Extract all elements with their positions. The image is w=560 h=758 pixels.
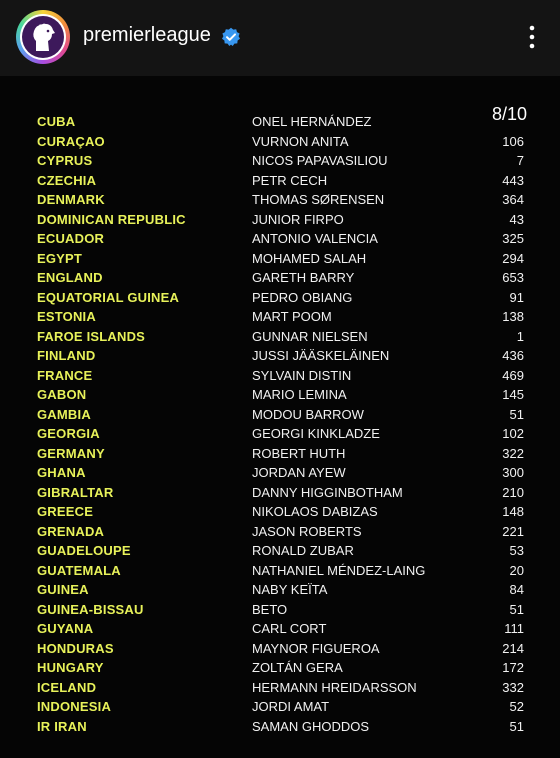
list-item: [0, 502, 560, 521]
player-name: ANTONIO VALENCIA: [252, 231, 378, 246]
appearance-count: 221: [502, 523, 524, 539]
player-name: ZOLTÁN GERA: [252, 660, 343, 675]
player-name: GEORGI KINKLADZE: [252, 426, 380, 441]
list-item: [0, 444, 560, 463]
list-item: [0, 268, 560, 287]
appearance-count: 332: [502, 679, 524, 695]
player-name: JUSSI JÄÄSKELÄINEN: [252, 348, 390, 363]
country-name: DOMINICAN REPUBLIC: [37, 211, 186, 227]
avatar[interactable]: [16, 10, 70, 64]
country-name: FRANCE: [37, 367, 93, 383]
appearance-count: 20: [509, 562, 524, 578]
country-name: DENMARK: [37, 192, 105, 207]
account-name[interactable]: premierleague: [83, 24, 211, 46]
appearance-count: 469: [502, 367, 524, 383]
list-item: [0, 249, 560, 268]
list-item: [0, 580, 560, 599]
list-item: [0, 210, 560, 229]
more-vertical-icon[interactable]: [526, 24, 538, 50]
appearance-count: 148: [502, 504, 524, 519]
player-name: ONEL HERNÁNDEZ: [252, 114, 372, 129]
appearance-count: 51: [509, 718, 524, 734]
list-item: [0, 639, 560, 658]
country-name: CYPRUS: [37, 153, 93, 168]
verified-badge-icon: [221, 27, 241, 47]
list-item: [0, 522, 560, 541]
player-name: CARL CORT: [252, 621, 327, 636]
list-item: [0, 424, 560, 443]
appearance-count: 52: [509, 699, 524, 714]
country-name: INDONESIA: [37, 699, 112, 714]
country-name: GHANA: [37, 465, 86, 480]
country-name: GUINEA: [37, 582, 89, 597]
list-item: [0, 561, 560, 580]
player-name: PETR CECH: [252, 172, 328, 188]
appearance-count: 214: [502, 640, 524, 656]
appearance-count: 145: [502, 387, 524, 402]
country-name: CZECHIA: [37, 172, 97, 188]
country-name: GABON: [37, 387, 87, 402]
player-name: DANNY HIGGINBOTHAM: [252, 484, 403, 500]
list-item: [0, 171, 560, 190]
country-name: GIBRALTAR: [37, 484, 114, 500]
player-name: MART POOM: [252, 309, 332, 324]
player-name: RONALD ZUBAR: [252, 543, 354, 558]
country-name: GREECE: [37, 504, 94, 519]
country-name: EGYPT: [37, 250, 83, 266]
avatar-ring-gap: [20, 14, 66, 60]
player-name: MODOU BARROW: [252, 406, 364, 422]
player-name: ROBERT HUTH: [252, 445, 346, 461]
country-name: GRENADA: [37, 523, 105, 539]
appearance-count: 43: [509, 211, 524, 227]
appearance-count: 111: [504, 621, 524, 636]
list-item: [0, 151, 560, 170]
appearance-count: 210: [502, 484, 524, 500]
player-name: THOMAS SØRENSEN: [252, 192, 385, 207]
player-name: NICOS PAPAVASILIOU: [252, 153, 388, 168]
appearance-count: 322: [502, 445, 524, 461]
country-name: ENGLAND: [37, 270, 103, 285]
country-name: GUINEA-BISSAU: [37, 601, 144, 617]
country-name: GERMANY: [37, 445, 105, 461]
country-name: GUADELOUPE: [37, 543, 131, 558]
appearance-count: 138: [502, 309, 524, 324]
player-name: MARIO LEMINA: [252, 387, 347, 402]
appearance-count: 300: [502, 465, 524, 480]
list-item: [0, 600, 560, 619]
post-header: [0, 0, 560, 76]
list-item: [0, 483, 560, 502]
player-name: HERMANN HREIDARSSON: [252, 679, 417, 695]
appearance-count: 51: [509, 601, 524, 617]
appearance-count: 443: [502, 172, 524, 188]
list-item: [0, 229, 560, 248]
player-name: JASON ROBERTS: [252, 523, 362, 539]
country-name: FAROE ISLANDS: [37, 328, 146, 344]
country-name: EQUATORIAL GUINEA: [37, 289, 180, 305]
list-item: [0, 112, 560, 131]
appearance-count: 51: [509, 406, 524, 422]
country-name: CUBA: [37, 114, 76, 129]
appearance-count: 172: [502, 660, 524, 675]
list-item: [0, 190, 560, 209]
player-name: JUNIOR FIRPO: [252, 211, 344, 227]
list-item: [0, 327, 560, 346]
country-name: ICELAND: [37, 679, 97, 695]
country-name: CURAÇAO: [37, 133, 105, 149]
player-name: NATHANIEL MÉNDEZ-LAING: [252, 562, 426, 578]
player-name: NIKOLAOS DABIZAS: [252, 504, 378, 519]
appearance-count: 102: [502, 426, 524, 441]
country-name: ECUADOR: [37, 231, 105, 246]
appearance-count: 653: [502, 270, 524, 285]
list-item: [0, 463, 560, 482]
list-item: [0, 717, 560, 736]
appearance-count: 294: [502, 250, 524, 266]
player-name: GARETH BARRY: [252, 270, 355, 285]
player-name: BETO: [252, 601, 288, 617]
player-name: JORDAN AYEW: [252, 465, 346, 480]
country-name: GAMBIA: [37, 406, 91, 422]
player-name: GUNNAR NIELSEN: [252, 328, 368, 344]
player-name: NABY KEÏTA: [252, 582, 328, 597]
appearance-count: 1: [516, 328, 524, 344]
appearance-count: 325: [502, 231, 524, 246]
country-name: ESTONIA: [37, 309, 96, 324]
appearance-count: 53: [509, 543, 524, 558]
list-item: [0, 658, 560, 677]
player-name: SYLVAIN DISTIN: [252, 367, 352, 383]
country-name: HONDURAS: [37, 640, 114, 656]
country-name: GEORGIA: [37, 426, 100, 441]
appearance-count: 106: [502, 133, 524, 149]
player-name: PEDRO OBIANG: [252, 289, 353, 305]
list-item: [0, 541, 560, 560]
list-item: [0, 132, 560, 151]
list-item: [0, 366, 560, 385]
appearance-count: 436: [502, 348, 524, 363]
premier-league-lion-icon: [22, 16, 64, 58]
appearance-count: 91: [509, 289, 524, 305]
slide-counter: 8/10: [491, 104, 527, 124]
country-name: IR IRAN: [37, 718, 87, 734]
list-item: [0, 346, 560, 365]
appearance-count: 84: [509, 582, 524, 597]
country-name: HUNGARY: [37, 660, 104, 675]
list-item: [0, 678, 560, 697]
list-item: [0, 385, 560, 404]
player-name: MOHAMED SALAH: [252, 250, 367, 266]
player-name: JORDI AMAT: [252, 699, 330, 714]
player-name: MAYNOR FIGUEROA: [252, 640, 380, 656]
player-name: SAMAN GHODDOS: [252, 718, 370, 734]
list-item: [0, 405, 560, 424]
appearance-count: 7: [516, 153, 524, 168]
player-name: VURNON ANITA: [252, 133, 349, 149]
country-name: GUYANA: [37, 621, 94, 636]
country-name: FINLAND: [37, 348, 96, 363]
list-item: [0, 288, 560, 307]
appearance-count: 364: [502, 192, 524, 207]
list-item: [0, 697, 560, 716]
country-name: GUATEMALA: [37, 562, 121, 578]
list-item: [0, 307, 560, 326]
list-item: [0, 619, 560, 638]
